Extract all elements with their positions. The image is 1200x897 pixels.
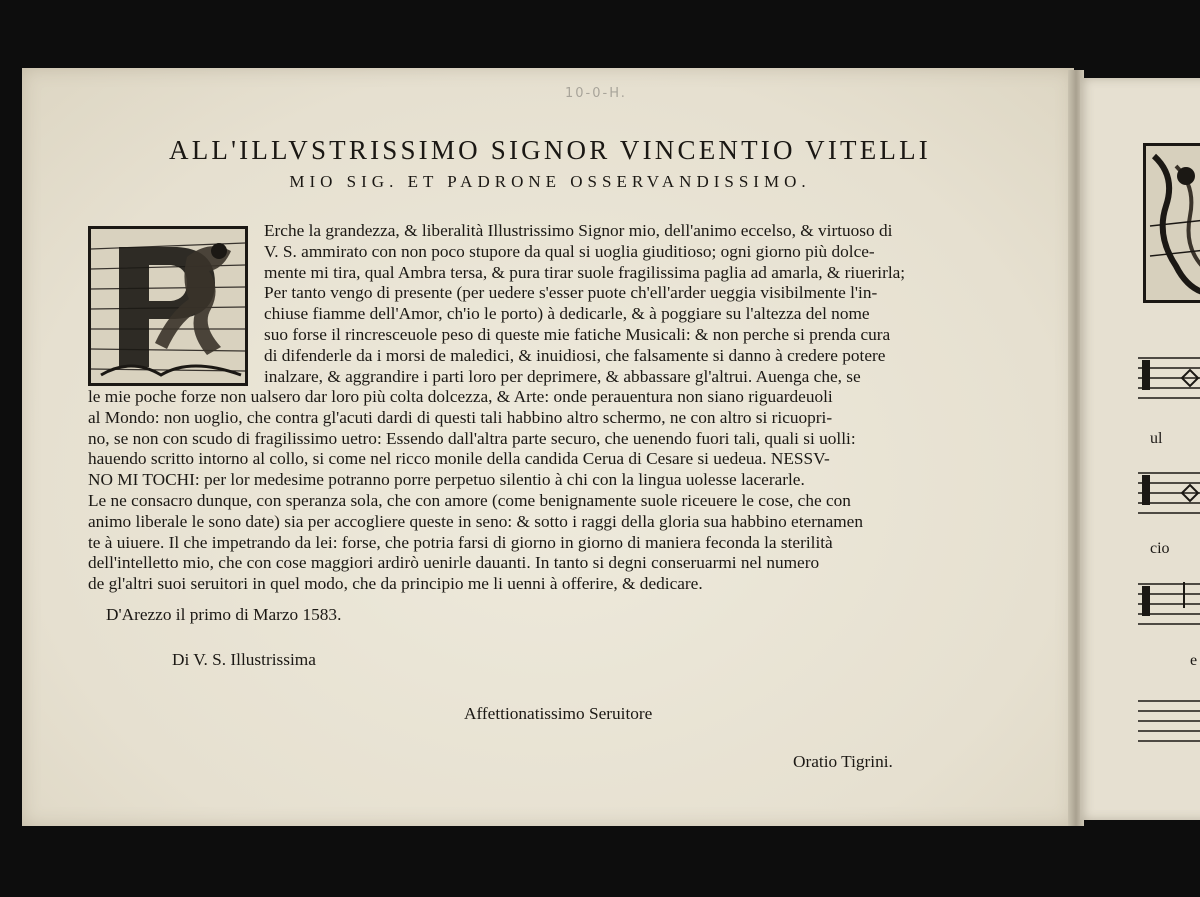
woodcut-initial-icon bbox=[91, 229, 245, 383]
text-line: no, se non con scudo di fragilissimo uetro: Essendo dall'altra parte securo, che uenendo fuori tali, quali si uolli: bbox=[88, 428, 856, 448]
author-signature: Oratio Tigrini. bbox=[793, 752, 893, 771]
text-line: inalzare, & aggrandire i parti loro per deprimere, & abbassare gl'altrui. Auenga che, se bbox=[264, 366, 861, 386]
text-line: hauendo scritto intorno al collo, si come nel ricco monile della candida Cerua di Cesare si uedeua. NESSV- bbox=[88, 449, 830, 469]
right-page-woodcut bbox=[1143, 143, 1200, 303]
text-line: Per tanto vengo di presente (per uedere s'esser puote ch'ell'arder ueggia visibilmente l'in- bbox=[264, 283, 878, 303]
text-line: Erche la grandezza, & liberalità Illustrissimo Signor mio, dell'animo eccelso, & virtuoso di bbox=[264, 221, 893, 240]
text-line: te à uiuere. Il che impetrando da lei: forse, che potria farsi di giorno in giorno di maniera feconda la sterilità bbox=[88, 532, 833, 552]
decorated-initial bbox=[88, 226, 248, 386]
text-line: V. S. ammirato con non poco stupore da qual si uoglia giuditioso; ogni giorno più dolce- bbox=[264, 241, 875, 261]
text-line: dell'intelletto mio, che con cose maggiori ardirò uenirle dauanti. In tanto si degni conseruarmi nel numero bbox=[88, 553, 820, 573]
lyric-syllable: e bbox=[1190, 652, 1198, 669]
text-line: suo forse il rincresceuole peso di queste mie fatiche Musicali: & non perche si prenda cura bbox=[264, 324, 891, 344]
date-line: D'Arezzo il primo di Marzo 1583. bbox=[106, 605, 342, 624]
closing-servant: Affettionatissimo Seruitore bbox=[464, 704, 653, 723]
text-line: de gl'altri suoi seruitori in quel modo, che da principio me li uenni à offerire, & dedicare. bbox=[88, 574, 703, 594]
dedication-title: ALL'ILLVSTRISSIMO SIGNOR VINCENTIO VITELLI bbox=[169, 135, 931, 165]
body-paragraph-full-width bbox=[88, 387, 863, 595]
text-line: le mie poche forze non ualsero dar loro più colta dolcezza, & Arte: onde perauentura non siano riguardeuoli bbox=[88, 387, 833, 406]
text-line: mente mi tira, qual Ambra tersa, & pura tirar suole fragilissima paglia ad amarla, & riuerirla; bbox=[264, 262, 906, 282]
closing-address: Di V. S. Illustrissima bbox=[172, 650, 316, 669]
music-staff-icon bbox=[1138, 578, 1200, 626]
text-line: Le ne consacro dunque, con speranza sola, che con amore (come benignamente suole riceuere le cose, che con bbox=[88, 490, 851, 510]
text-line: chiuse fiamme dell'Amor, ch'io le porto) à dedicarle, & à poggiare su l'altezza del nome bbox=[264, 304, 870, 324]
music-staff-icon bbox=[1138, 467, 1200, 515]
text-line: di difenderle da i morsi de maledici, & inuidiosi, che falsamente si danno à credere potere bbox=[264, 345, 886, 365]
text-line: animo liberale le sono date) sia per accogliere queste in seno: & sotto i raggi della gloria sua habbino eternamen bbox=[88, 511, 863, 531]
pencil-shelfmark: 10-0-H. bbox=[565, 86, 627, 101]
text-line: al Mondo: non uoglio, che contra gl'acuti dardi di questi tali habbino altro schermo, ne con altro si ricuopri- bbox=[88, 407, 833, 427]
lyric-syllable: cio bbox=[1150, 540, 1170, 557]
music-staff-icon bbox=[1138, 695, 1200, 743]
music-staff-icon bbox=[1138, 352, 1200, 400]
text-line: NO MI TOCHI: per lor medesime potranno porre perpetuo silentio à chi con la lingua uolesse lacerarle. bbox=[88, 470, 805, 490]
lyric-syllable: ul bbox=[1150, 430, 1163, 447]
woodcut-illustration-icon bbox=[1146, 146, 1200, 300]
body-paragraph-beside-initial bbox=[264, 221, 905, 387]
dedication-subtitle: MIO SIG. ET PADRONE OSSERVANDISSIMO. bbox=[289, 172, 811, 191]
